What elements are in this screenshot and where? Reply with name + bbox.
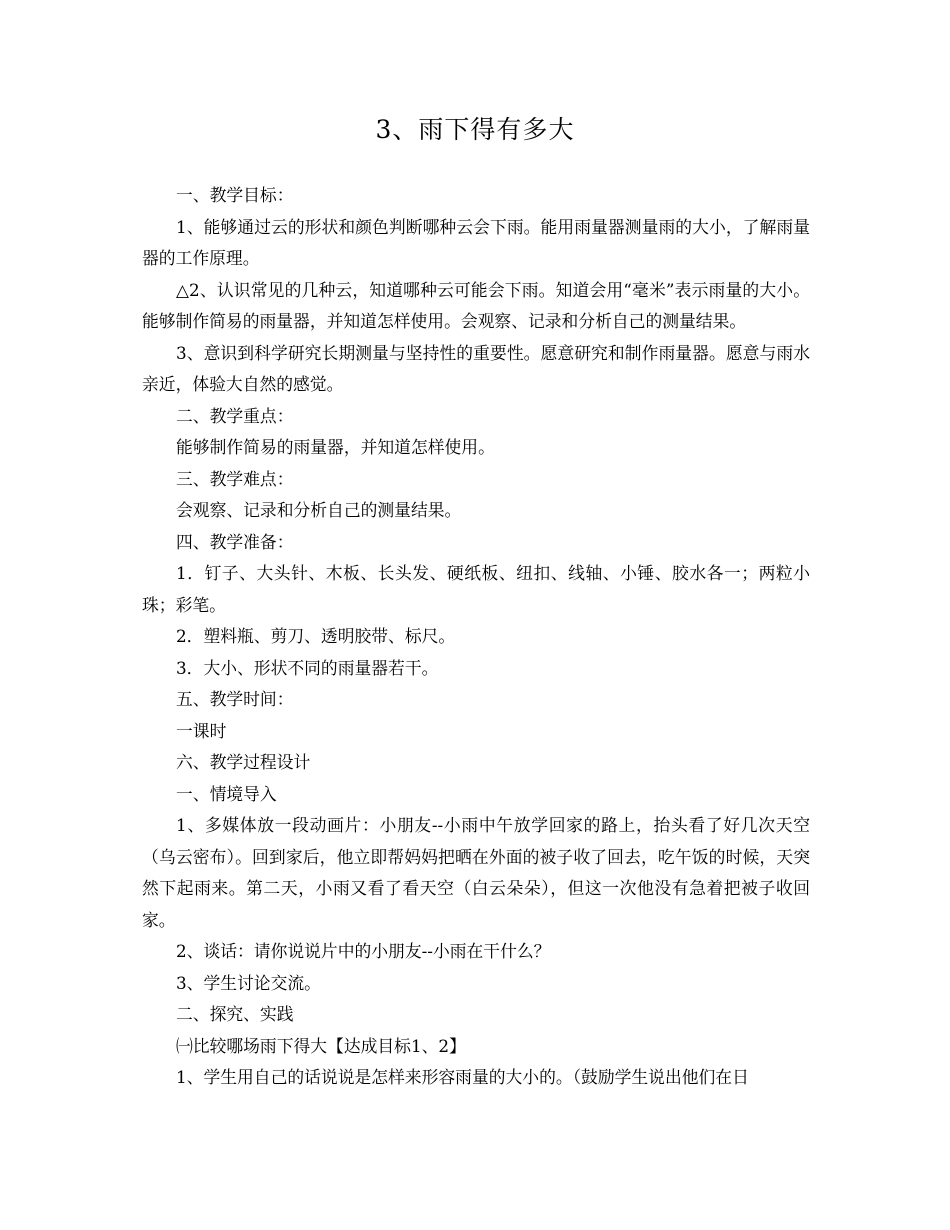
paragraph: 3、学生讨论交流。	[176, 972, 321, 993]
paragraph: 二、教学重点：	[176, 405, 294, 426]
paragraph: 会观察、记录和分析自己的测量结果。	[176, 500, 462, 520]
paragraph: △2、认识常见的几种云，知道哪种云可能会下雨。知道会用“毫米”表示雨量的大小。能够制作简易的雨量器，并知道怎样使用。会观察、记录和分析自己的测量结果。	[142, 279, 810, 331]
paragraph: 1、能够通过云的形状和颜色判断哪种云会下雨。能用雨量器测量雨的大小，了解雨量器的工作原理。	[142, 216, 810, 268]
paragraph: 能够制作简易的雨量器，并知道怎样使用。	[176, 437, 495, 457]
paragraph: 2、谈话：请你说说片中的小朋友--小雨在干什么？	[176, 941, 551, 961]
paragraph: 1、学生用自己的话说说是怎样来形容雨量的大小的。（鼓励学生说出他们在日	[176, 1067, 749, 1087]
paragraph: ㈠比较哪场雨下得大【达成目标1、2】	[176, 1035, 466, 1056]
paragraph: 1、多媒体放一段动画片：小朋友--小雨中午放学回家的路上，抬头看了好几次天空（乌云密布）。回到家后，他立即帮妈妈把晒在外面的被子收了回去，吃午饭的时候，天突然下起雨来。第二天，小雨又看了看天空（白云朵朵），但这一次他没有急着把被子收回家。	[142, 815, 810, 930]
paragraph: 3、意识到科学研究长期测量与坚持性的重要性。愿意研究和制作雨量器。愿意与雨水亲近，体验大自然的感觉。	[142, 342, 810, 394]
paragraph: 六、教学过程设计	[176, 752, 311, 772]
document-body	[142, 180, 810, 1094]
paragraph: 五、教学时间：	[176, 689, 294, 709]
paragraph: 四、教学准备：	[176, 531, 294, 552]
paragraph: 一、教学目标：	[176, 185, 294, 205]
paragraph: 一、情境导入	[176, 783, 277, 804]
paragraph: 3．大小、形状不同的雨量器若干。	[176, 657, 439, 678]
paragraph: 2．塑料瓶、剪刀、透明胶带、标尺。	[176, 626, 456, 646]
paragraph: 二、探究、实践	[176, 1004, 294, 1024]
paragraph: 1．钉子、大头针、木板、长头发、硬纸板、纽扣、线轴、小锤、胶水各一；两粒小珠；彩笔。	[142, 563, 810, 615]
paragraph: 三、教学难点：	[176, 468, 294, 489]
paragraph: 一课时	[176, 720, 227, 741]
document-title: 3、雨下得有多大	[375, 115, 575, 144]
